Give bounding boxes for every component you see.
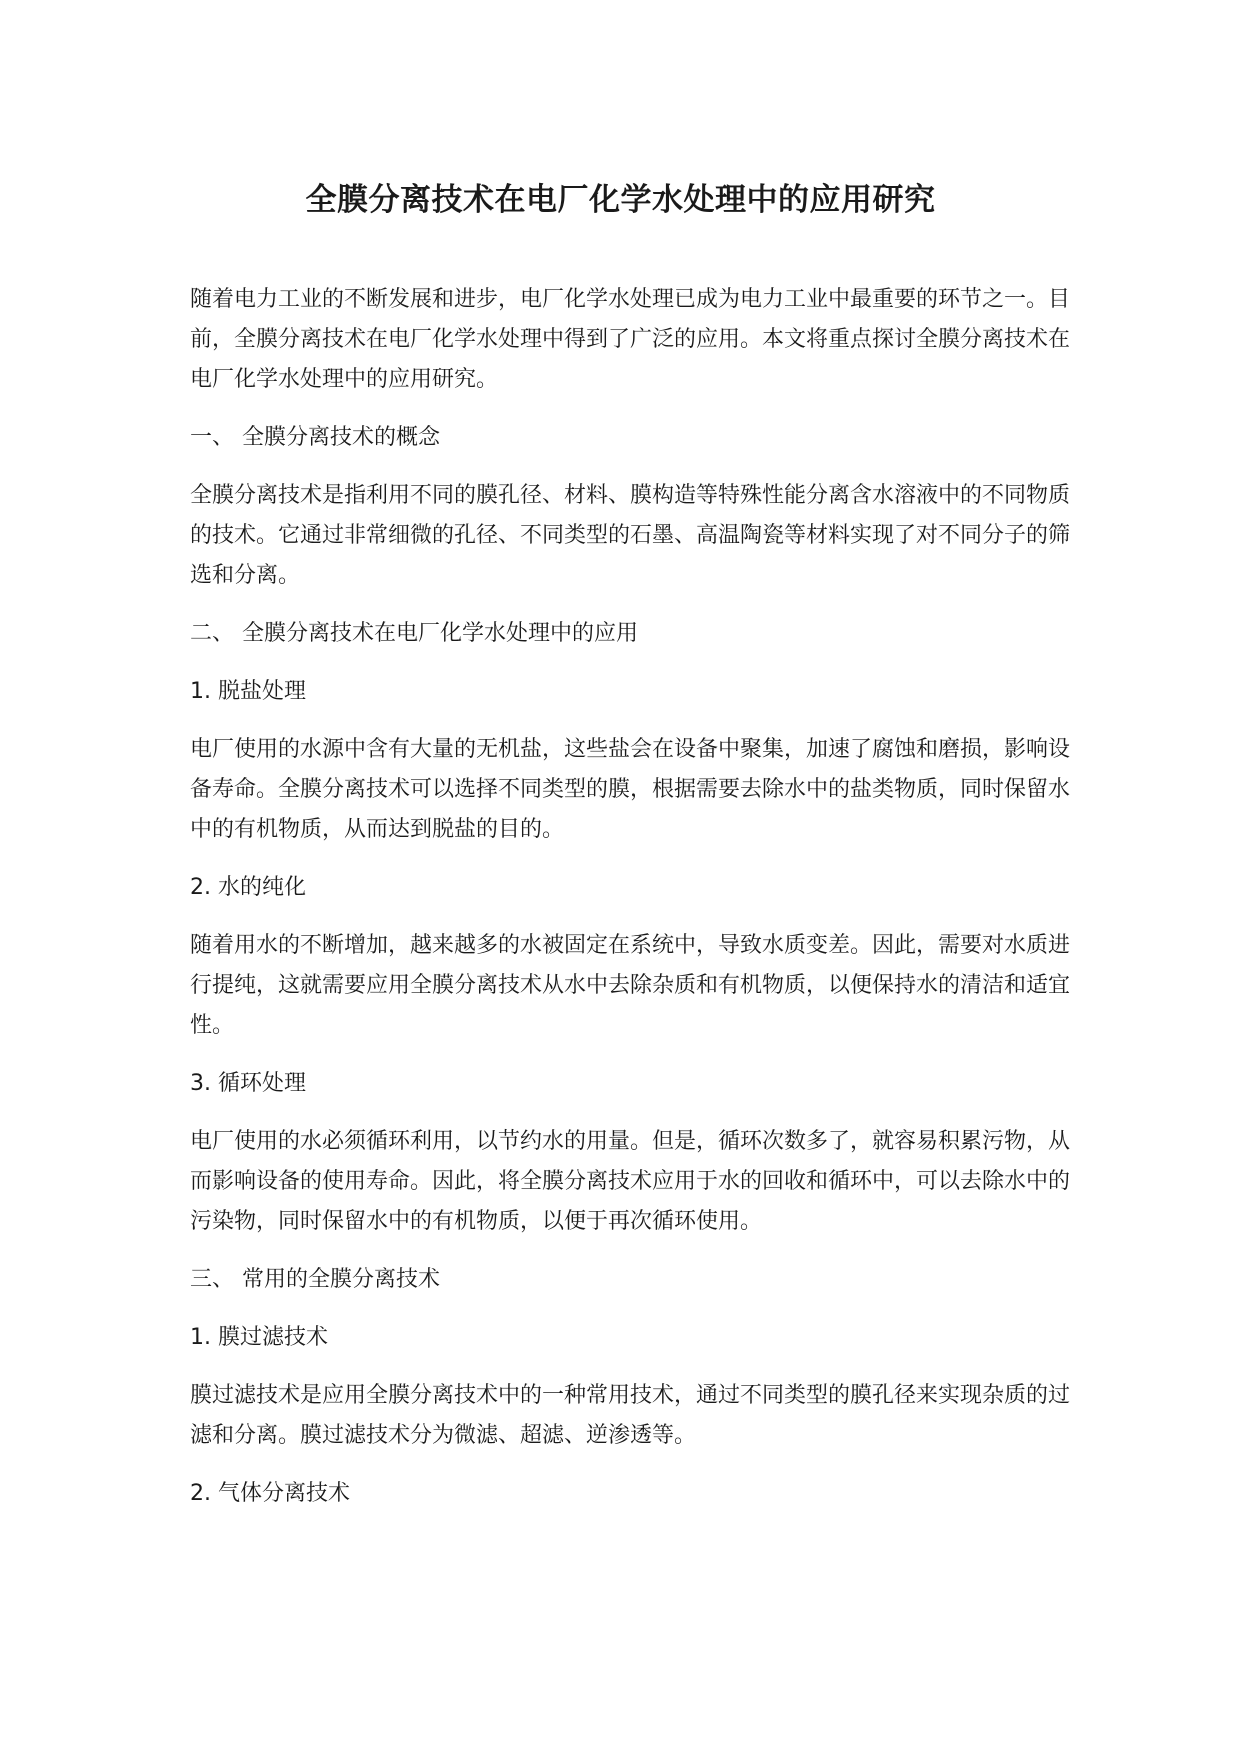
subsection-heading: 2. 气体分离技术 [190,1481,350,1506]
paragraph: 膜过滤技术是应用全膜分离技术中的一种常用技术，通过不同类型的膜孔径来实现杂质的过滤和分离。膜过滤技术分为微滤、超滤、逆渗透等。 [190,1383,1071,1448]
section-title: 全膜分离技术的概念 [242,425,441,450]
section-title: 全膜分离技术在电厂化学水处理中的应用 [242,621,639,646]
section-number: 二、 [190,621,235,646]
document-body [190,280,1090,1532]
section-heading-3 [190,1260,1090,1300]
intro-paragraph: 随着电力工业的不断发展和进步，电厂化学水处理已成为电力工业中最重要的环节之一。目前，全膜分离技术在电厂化学水处理中得到了广泛的应用。本文将重点探讨全膜分离技术在电厂化学水处理中的应用研究。 [190,287,1071,392]
document-title: 全膜分离技术在电厂化学水处理中的应用研究 [305,182,936,218]
paragraph: 电厂使用的水源中含有大量的无机盐，这些盐会在设备中聚集，加速了腐蚀和磨损，影响设备寿命。全膜分离技术可以选择不同类型的膜，根据需要去除水中的盐类物质，同时保留水中的有机物质，从而达到脱盐的目的。 [190,737,1071,842]
subsection-heading: 2. 水的纯化 [190,875,306,900]
paragraph: 随着用水的不断增加，越来越多的水被固定在系统中，导致水质变差。因此，需要对水质进行提纯，这就需要应用全膜分离技术从水中去除杂质和有机物质，以便保持水的清洁和适宜性。 [190,933,1071,1038]
subsection-heading: 1. 脱盐处理 [190,679,306,704]
subsection-heading: 3. 循环处理 [190,1071,306,1096]
paragraph: 电厂使用的水必须循环利用，以节约水的用量。但是，循环次数多了，就容易积累污物，从而影响设备的使用寿命。因此，将全膜分离技术应用于水的回收和循环中，可以去除水中的污染物，同时保留水中的有机物质，以便于再次循环使用。 [190,1129,1071,1234]
section-number: 三、 [190,1267,235,1292]
section-number: 一、 [190,425,235,450]
section-heading-1 [190,418,1090,458]
section-heading-2 [190,614,1090,654]
subsection-heading: 1. 膜过滤技术 [190,1325,328,1350]
section-title: 常用的全膜分离技术 [242,1267,441,1292]
paragraph: 全膜分离技术是指利用不同的膜孔径、材料、膜构造等特殊性能分离含水溶液中的不同物质的技术。它通过非常细微的孔径、不同类型的石墨、高温陶瓷等材料实现了对不同分子的筛选和分离。 [190,483,1071,588]
